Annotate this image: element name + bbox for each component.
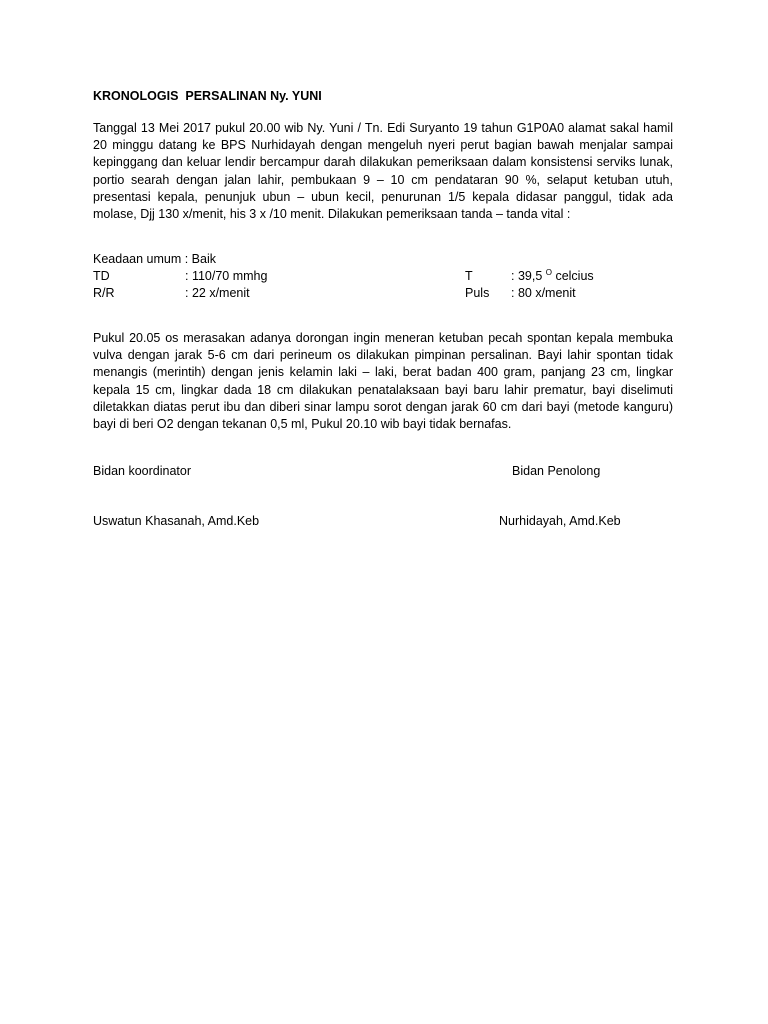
vital-label-td: TD: [93, 269, 110, 283]
vital-row-1: [93, 268, 673, 285]
chronology-paragraph-1: Tanggal 13 Mei 2017 pukul 20.00 wib Ny. Yuni / Tn. Edi Suryanto 19 tahun G1P0A0 alamat sakal hamil 20 minggu datang ke BPS Nurhidayah dengan mengeluh nyeri perut bagian bawah menjalar sampai kepinggang dan keluar lendir bercampur darah dilakukan pemeriksaan dalam konsistensi serviks lunak, portio searah dengan jalan lahir, pembukaan 9 – 10 cm pendataran 90 %, selaput ketuban utuh, presentasi kepala, penunjuk ubun – ubun kecil, penurunan 1/5 kepala didasar panggul, tidak ada molase, Djj 130 x/menit, his 3 x /10 menit. Dilakukan pemeriksaan tanda – tanda vital :: [93, 121, 673, 222]
document-title: KRONOLOGIS PERSALINAN Ny. YUNI: [93, 89, 322, 103]
vital-row-2: [93, 285, 673, 302]
vital-label-pulse: Puls: [465, 286, 490, 300]
vital-label-temperature: T: [465, 269, 473, 283]
signature-name-helper: Nurhidayah, Amd.Keb: [499, 514, 621, 528]
vital-value-pulse: : 80 x/menit: [511, 286, 576, 300]
signature-name-coordinator: Uswatun Khasanah, Amd.Keb: [93, 514, 260, 528]
general-condition: Keadaan umum : Baik: [93, 252, 216, 266]
chronology-paragraph-2: Pukul 20.05 os merasakan adanya dorongan ingin meneran ketuban pecah spontan kepala membuka vulva dengan jarak 5-6 cm dari perineum os dilakukan pimpinan persalinan. Bayi lahir spontan tidak menangis (merintih) dengan jenis kelamin laki – laki, berat badan 400 gram, panjang 23 cm, lingkar kepala 15 cm, lingkar dada 18 cm dilakukan penatalaksaan bayi baru lahir prematur, bayi diselimuti diletakkan diatas perut ibu dan diberi sinar lampu sorot dengan jarak 60 cm dari bayi (metode kanguru) bayi di beri O2 dengan tekanan 0,5 ml, Pukul 20.10 wib bayi tidak bernafas.: [93, 331, 673, 432]
degree-superscript: O: [545, 267, 552, 277]
signature-role-helper: Bidan Penolong: [512, 464, 601, 478]
vital-value-temperature: : 39,5 $^O$ celcius: [511, 267, 594, 283]
vital-value-rr: : 22 x/menit: [185, 286, 250, 300]
vital-label-rr: R/R: [93, 286, 115, 300]
vital-value-td: : 110/70 mmhg: [185, 269, 268, 283]
signature-role-coordinator: Bidan koordinator: [93, 464, 191, 478]
